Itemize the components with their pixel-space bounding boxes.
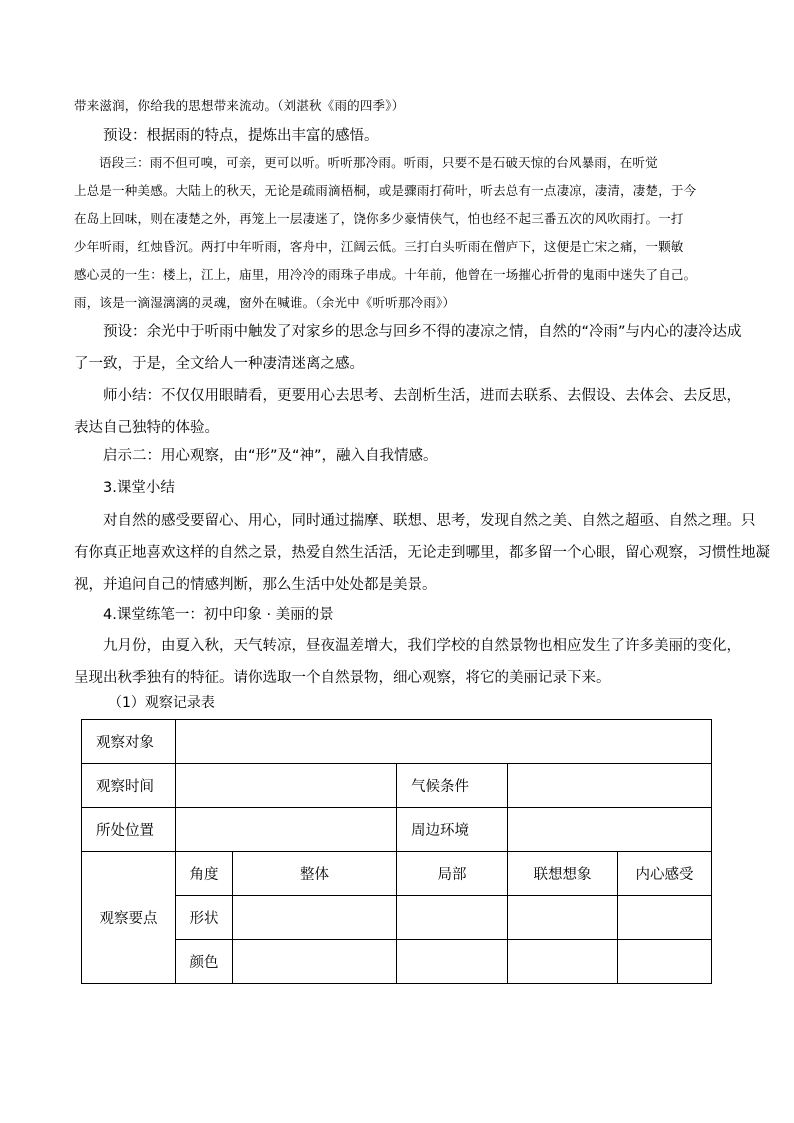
header-angle-cell: 角度 bbox=[176, 852, 233, 896]
text-line: 表达自己独特的体验。 bbox=[74, 420, 219, 436]
text-line: 呈现出秋季独有的特征。请你选取一个自然景物，细心观察，将它的美丽记录下来。 bbox=[74, 670, 611, 686]
text-line: 3.课堂小结 bbox=[103, 480, 175, 496]
text-line: 上总是一种美感。大陆上的秋天，无论是疏雨滴梧桐，或是骤雨打荷叶，听去总有一点凄凉，凄清，凄楚，于今 bbox=[74, 183, 697, 198]
table-row bbox=[82, 808, 712, 852]
paragraph-exercise-instructions bbox=[74, 630, 741, 694]
text-line: 对自然的感受要留心、用心，同时通过揣摩、联想、思考，发现自然之美、自然之超亟、自然之理。只 bbox=[103, 513, 756, 529]
time-input-cell[interactable] bbox=[176, 764, 397, 808]
text-line: 预设：根据雨的特点，提炼出丰富的感悟。 bbox=[103, 128, 379, 144]
section-heading-class-summary bbox=[74, 472, 724, 504]
text-line: 启示二：用心观察，由“形”及“神”，融入自我情感。 bbox=[103, 448, 438, 464]
text-line: 九月份，由夏入秋，天气转凉，昼夜温差增大，我们学校的自然景物也相应发生了许多美丽的变化， bbox=[103, 638, 741, 654]
paragraph-preset-1 bbox=[74, 120, 724, 152]
paragraph-excerpt-3 bbox=[74, 149, 724, 317]
location-label-cell: 所处位置 bbox=[82, 808, 176, 852]
text-line: 有你真正地喜欢这样的自然之景，热爱自然生活活，无论走到哪里，都多留一个心眼，留心观察，习惯性地凝 bbox=[74, 545, 770, 561]
points-label-cell: 观察要点 bbox=[82, 852, 176, 984]
table-row bbox=[82, 764, 712, 808]
text-line: 了一致，于是，全文给人一种凄清迷离之感。 bbox=[74, 356, 364, 372]
header-whole-cell: 整体 bbox=[233, 852, 397, 896]
color-feeling-cell[interactable] bbox=[618, 940, 712, 984]
text-line: 带来滋润，你给我的思想带来流动。（刘湛秋《雨的四季》） bbox=[74, 98, 405, 113]
shape-feeling-cell[interactable] bbox=[618, 896, 712, 940]
text-line: 视，并追问自己的情感判断，那么生活中处处都是美景。 bbox=[74, 577, 437, 593]
header-imagination-cell: 联想想象 bbox=[508, 852, 618, 896]
observation-record-table bbox=[81, 719, 712, 984]
climate-input-cell[interactable] bbox=[508, 764, 712, 808]
climate-label-cell: 气候条件 bbox=[397, 764, 508, 808]
table-row bbox=[82, 896, 712, 940]
text-line: 4.课堂练笔一：初中印象 · 美丽的景 bbox=[103, 607, 334, 623]
shape-whole-cell[interactable] bbox=[233, 896, 397, 940]
paragraph-preset-2 bbox=[74, 316, 742, 380]
color-detail-cell[interactable] bbox=[397, 940, 508, 984]
shape-detail-cell[interactable] bbox=[397, 896, 508, 940]
object-label-cell: 观察对象 bbox=[82, 720, 176, 764]
paragraph-insight-2 bbox=[74, 440, 724, 472]
row-color-label: 颜色 bbox=[176, 940, 233, 984]
text-line: 预设：余光中于听雨中触发了对家乡的思念与回乡不得的凄凉之情，自然的“冷雨”与内心的凄冷达成 bbox=[103, 324, 742, 340]
text-line: 在岛上回味，则在凄楚之外，再笼上一层凄迷了，饶你多少豪情侠气，怕也经不起三番五次的风吹雨打。一打 bbox=[74, 211, 684, 226]
section-heading-writing-exercise bbox=[74, 599, 724, 631]
text-line: 感心灵的一生：楼上，江上，庙里，用冷冷的雨珠子串成。十年前，他曾在一场摧心折骨的鬼雨中迷失了自己。 bbox=[74, 267, 697, 282]
text-line: 师小结：不仅仅用眼睛看，更要用心去思考、去剖析生活，进而去联系、去假设、去体会、去反思， bbox=[103, 388, 741, 404]
time-label-cell: 观察时间 bbox=[82, 764, 176, 808]
location-input-cell[interactable] bbox=[176, 808, 397, 852]
color-whole-cell[interactable] bbox=[233, 940, 397, 984]
text-line: 雨，该是一滴湿漓漓的灵魂，窗外在喊谁。（余光中《听听那冷雨》） bbox=[74, 295, 456, 310]
table-row bbox=[82, 852, 712, 896]
paragraph-teacher-summary bbox=[74, 380, 741, 444]
paragraph-quote-ending bbox=[74, 92, 724, 120]
color-imagination-cell[interactable] bbox=[508, 940, 618, 984]
shape-imagination-cell[interactable] bbox=[508, 896, 618, 940]
paragraph-class-summary bbox=[74, 505, 770, 601]
text-line: 语段三：雨不但可嗅，可亲，更可以听。听听那冷雨。听雨，只要不是石破天惊的台风暴雨，在听觉 bbox=[99, 155, 658, 170]
table-row bbox=[82, 940, 712, 984]
table-row bbox=[82, 720, 712, 764]
table-caption: （1）观察记录表 bbox=[108, 695, 215, 711]
header-detail-cell: 局部 bbox=[397, 852, 508, 896]
header-feeling-cell: 内心感受 bbox=[618, 852, 712, 896]
text-line: 少年听雨，红烛昏沉。两打中年听雨，客舟中，江阔云低。三打白头听雨在僧庐下，这便是亡宋之痛，一颗敏 bbox=[74, 239, 684, 254]
object-input-cell[interactable] bbox=[176, 720, 712, 764]
surroundings-input-cell[interactable] bbox=[508, 808, 712, 852]
surroundings-label-cell: 周边环境 bbox=[397, 808, 508, 852]
row-shape-label: 形状 bbox=[176, 896, 233, 940]
